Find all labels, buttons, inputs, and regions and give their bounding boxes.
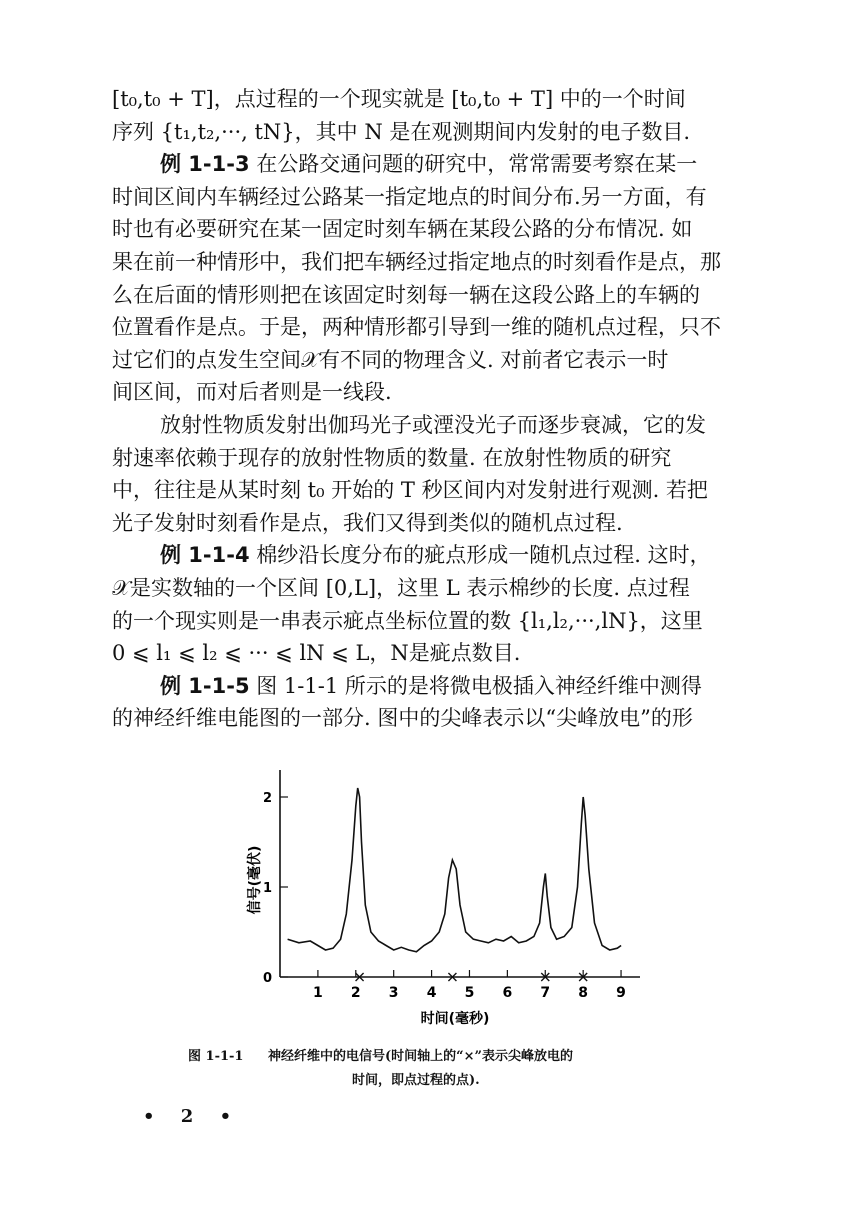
text-line <box>112 214 752 244</box>
x-axis-label: 时间(毫秒) <box>420 1011 490 1027</box>
text-line <box>112 573 752 603</box>
text-line <box>112 508 752 538</box>
text-content: 么在后面的情形则把在该固定时刻每一辆在这段公路上的车辆的 <box>112 282 700 307</box>
figure-caption-line1: 神经纤维中的电信号(时间轴上的“×”表示尖峰放电的 <box>268 1049 573 1064</box>
text-content: 图 1-1-1 所示的是将微电极插入神经纤维中测得 <box>249 673 702 698</box>
text-content: 序列 {t₁,t₂,···, tN}，其中 N 是在观测期间内发射的电子数目. <box>112 119 691 144</box>
figure-caption-line2: 时间，即点过程的点). <box>352 1073 480 1088</box>
text-line <box>112 84 752 114</box>
text-content: 过它们的点发生空间𝒳有不同的物理含义. 对前者它表示一时 <box>112 347 669 372</box>
text-content: 果在前一种情形中，我们把车辆经过指定地点的时刻看作是点，那 <box>112 250 721 274</box>
x-tick-label: 5 <box>464 985 475 1001</box>
text-line <box>160 410 752 440</box>
x-tick-label: 2 <box>350 985 361 1001</box>
text-line <box>112 345 752 375</box>
text-content: 棉纱沿长度分布的疵点形成一随机点过程. 这时， <box>249 543 711 568</box>
x-tick-label: 4 <box>426 985 437 1001</box>
text-line <box>112 475 752 505</box>
text-line <box>112 443 752 473</box>
x-tick-label: 6 <box>502 985 513 1001</box>
text-content: 间区间，而对后者则是一线段. <box>112 380 392 405</box>
x-tick-label: 9 <box>616 985 626 1001</box>
text-content: 时间区间内车辆经过公路某一指定地点的时间分布.另一方面，有 <box>112 184 707 209</box>
text-line <box>112 182 752 212</box>
text-line <box>112 117 752 147</box>
x-tick-label: 8 <box>578 985 589 1001</box>
text-line <box>112 280 752 310</box>
text-content: 0 ⩽ l₁ ⩽ l₂ ⩽ ··· ⩽ lN ⩽ L，N是疵点数目. <box>112 641 521 666</box>
text-line <box>112 312 752 342</box>
text-content: 时也有必要研究在某一固定时刻车辆在某段公路的分布情况. 如 <box>112 217 693 242</box>
text-content: 在公路交通问题的研究中，常常需要考察在某一 <box>249 152 698 177</box>
text-content: 中，往往是从某时刻 t₀ 开始的 T 秒区间内对发射进行观测. 若把 <box>112 478 708 503</box>
text-line <box>112 703 752 733</box>
figure-caption-label: 图 1-1-1 <box>188 1049 244 1064</box>
text-content: 的一个现实则是一串表示疵点坐标位置的数 {l₁,l₂,···,lN}，这里 <box>112 608 703 633</box>
text-line <box>160 149 752 179</box>
text-content: 𝒳是实数轴的一个区间 [0,L]，这里 L 表示棉纱的长度. 点过程 <box>112 576 690 600</box>
text-line <box>112 606 752 636</box>
example-label: 例 1-1-3 <box>160 152 250 177</box>
text-line <box>112 247 752 277</box>
y-tick-label: 0 <box>262 971 272 986</box>
text-content: 光子发射时刻看作是点，我们又得到类似的随机点过程. <box>112 510 623 535</box>
page-number: • 2 • <box>143 1106 242 1127</box>
y-tick-label: 1 <box>262 881 272 896</box>
text-line <box>112 377 752 407</box>
x-tick-label: 1 <box>313 985 323 1001</box>
x-tick-label: 3 <box>388 985 399 1001</box>
y-axis-label: 信号(毫伏) <box>247 845 263 915</box>
text-content: 位置看作是点。于是，两种情形都引导到一维的随机点过程，只不 <box>112 315 721 340</box>
example-label: 例 1-1-5 <box>160 673 250 698</box>
text-content: [t₀,t₀ + T]，点过程的一个现实就是 [t₀,t₀ + T] 中的一个时间 <box>112 87 686 111</box>
text-line <box>160 671 752 701</box>
chart-ticks <box>263 791 626 1001</box>
text-line <box>112 638 752 668</box>
neural-signal-chart <box>245 765 665 1035</box>
y-tick-label: 2 <box>262 791 272 806</box>
text-line <box>160 540 752 570</box>
example-label: 例 1-1-4 <box>160 543 250 568</box>
signal-trace <box>288 788 621 952</box>
text-content: 的神经纤维电能图的一部分. 图中的尖峰表示以“尖峰放电”的形 <box>112 706 693 731</box>
text-content: 放射性物质发射出伽玛光子或湮没光子而逐步衰减，它的发 <box>160 413 706 437</box>
x-tick-label: 7 <box>540 985 551 1001</box>
text-content: 射速率依赖于现存的放射性物质的数量. 在放射性物质的研究 <box>112 445 672 470</box>
